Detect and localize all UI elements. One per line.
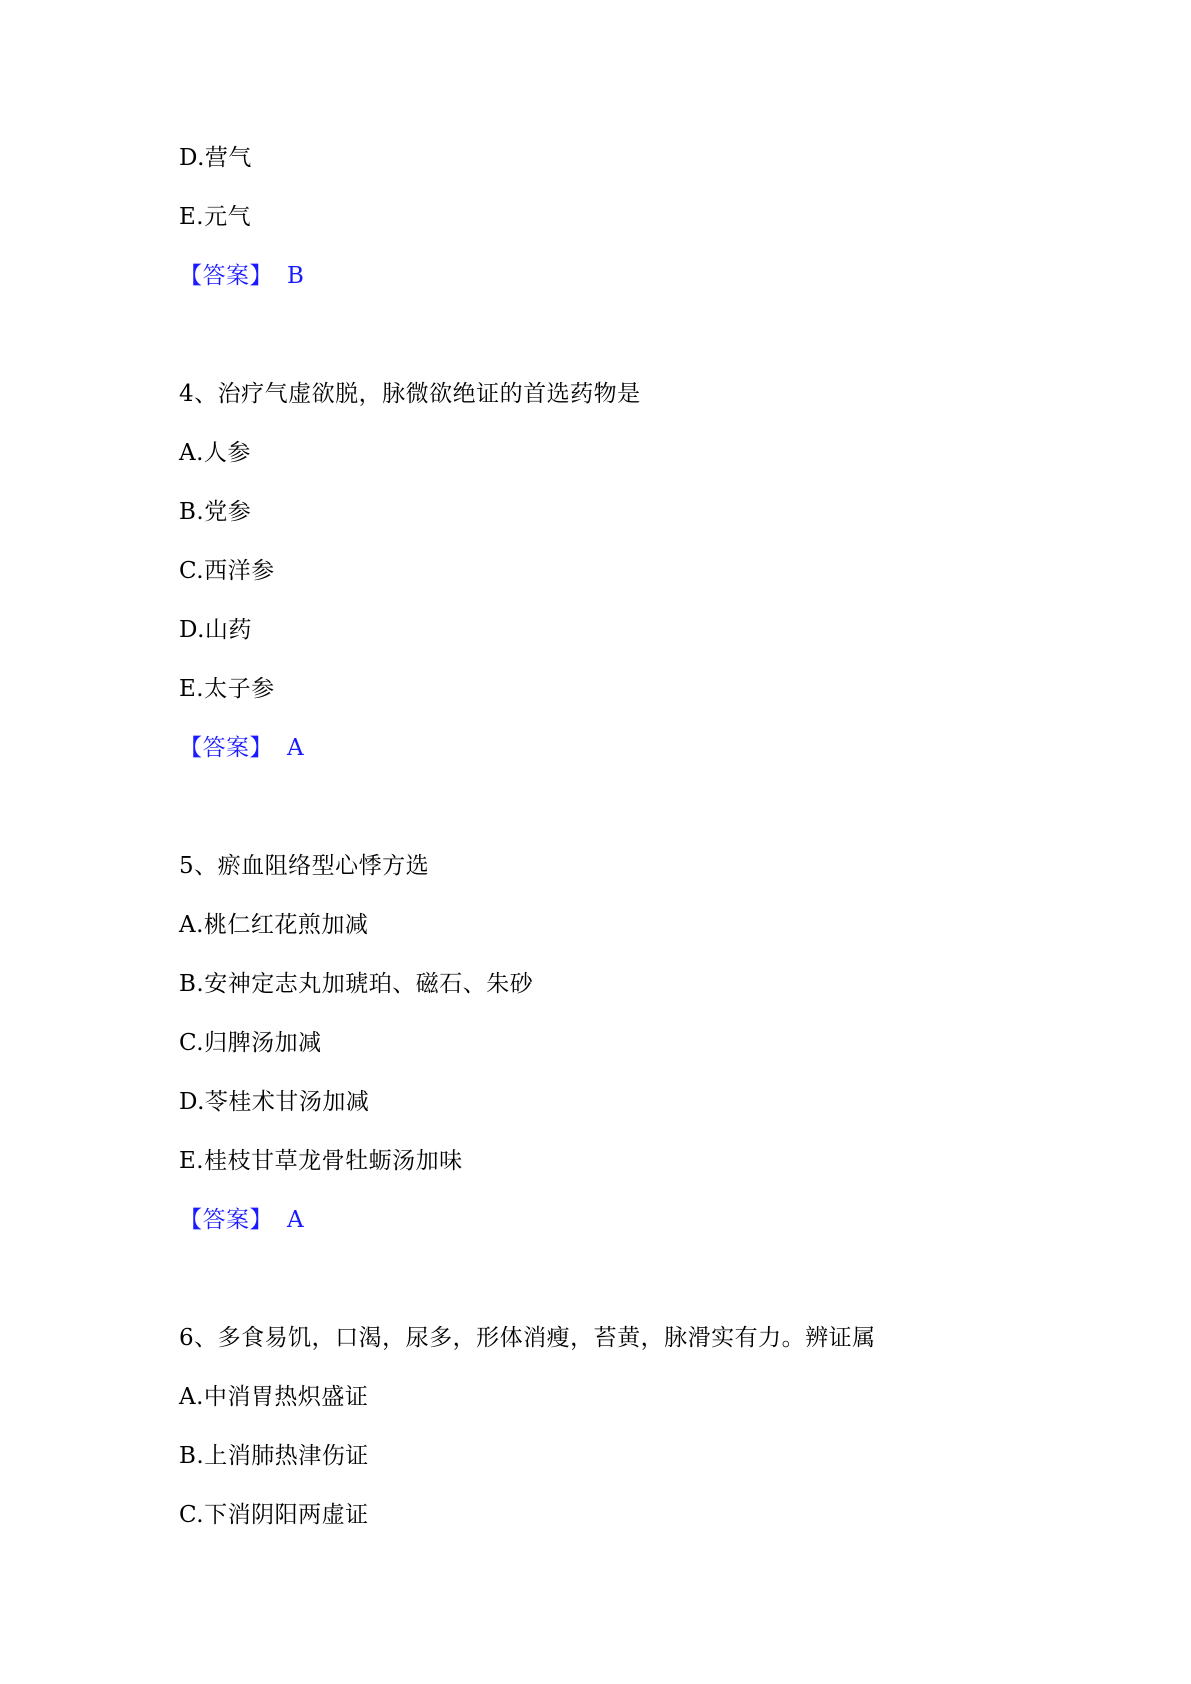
answer-label: 【答案】 <box>179 263 273 289</box>
q6-question: 6、多食易饥，口渴，尿多，形体消瘦，苔黄，脉滑实有力。辨证属 <box>179 1325 876 1351</box>
q5-option-d: D.苓桂术甘汤加减 <box>179 1089 370 1115</box>
q4-option-c: C.西洋参 <box>179 558 275 584</box>
q3-option-d: D.营气 <box>179 145 252 171</box>
q5-question: 5、瘀血阻络型心悸方选 <box>179 853 430 879</box>
answer-value: A <box>287 1207 305 1233</box>
answer-value: A <box>287 735 305 761</box>
q4-option-d: D.山药 <box>179 617 252 643</box>
q3-option-e: E.元气 <box>179 204 252 230</box>
q6-option-c: C.下消阴阳两虚证 <box>179 1502 369 1528</box>
answer-label: 【答案】 <box>179 1207 273 1233</box>
q5-answer <box>179 1205 304 1235</box>
q5-option-e: E.桂枝甘草龙骨牡蛎汤加味 <box>179 1148 463 1174</box>
q4-answer <box>179 733 304 763</box>
answer-label: 【答案】 <box>179 735 273 761</box>
q5-option-b: B.安神定志丸加琥珀、磁石、朱砂 <box>179 971 534 997</box>
q4-option-e: E.太子参 <box>179 676 275 702</box>
q6-option-b: B.上消肺热津伤证 <box>179 1443 369 1469</box>
answer-value: B <box>287 263 305 289</box>
q6-option-a: A.中消胃热炽盛证 <box>179 1384 369 1410</box>
q4-option-a: A.人参 <box>179 440 251 466</box>
q5-option-c: C.归脾汤加减 <box>179 1030 322 1056</box>
q4-question: 4、治疗气虚欲脱，脉微欲绝证的首选药物是 <box>179 381 641 407</box>
q3-answer <box>179 261 304 291</box>
q5-option-a: A.桃仁红花煎加减 <box>179 912 369 938</box>
q4-option-b: B.党参 <box>179 499 252 525</box>
